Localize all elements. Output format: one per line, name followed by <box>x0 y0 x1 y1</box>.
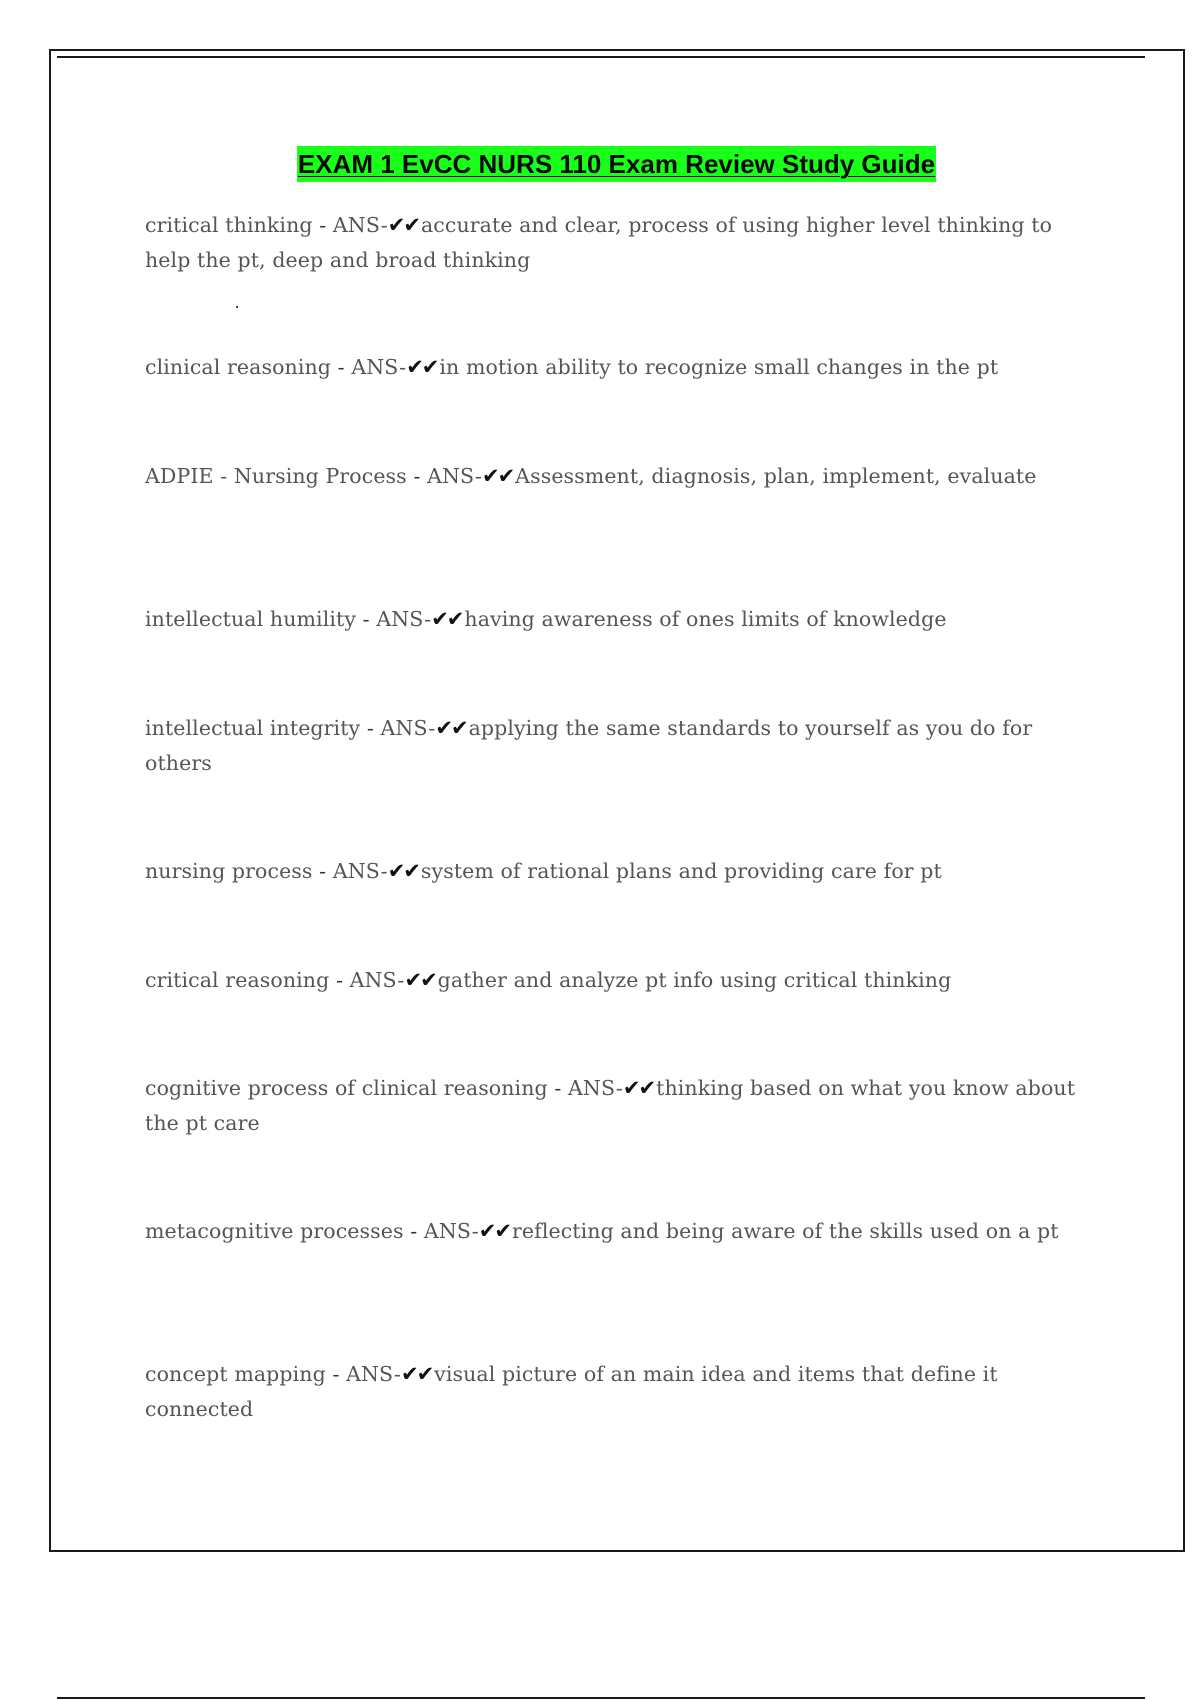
answer-marker: ANS- <box>332 213 388 237</box>
answer-marker: ANS- <box>427 464 482 488</box>
entry-term: intellectual integrity <box>145 716 361 740</box>
entry-metacognitive-processes: metacognitive processes - ANS-✔✔reflecting and being aware of the skills used on a pt <box>145 1219 1059 1243</box>
bottom-rule <box>57 1697 1145 1699</box>
check-icon: ✔✔ <box>478 1219 510 1243</box>
entry-term: clinical reasoning <box>145 355 332 379</box>
entry-nursing-process: nursing process - ANS-✔✔system of rational plans and providing care for pt <box>145 859 942 883</box>
entry-intellectual-integrity: intellectual integrity - ANS-✔✔applying the same standards to yourself as you do for others <box>145 716 1033 775</box>
answer-marker: ANS- <box>346 1362 401 1386</box>
check-icon: ✔✔ <box>387 859 419 883</box>
check-icon: ✔✔ <box>400 1362 433 1386</box>
entry-intellectual-humility: intellectual humility - ANS-✔✔having awareness of ones limits of knowledge <box>145 607 947 631</box>
entry-term: intellectual humility <box>145 607 357 631</box>
answer-marker: ANS- <box>349 968 405 992</box>
top-rule <box>57 56 1145 58</box>
entry-adpie: ADPIE - Nursing Process - ANS-✔✔Assessment, diagnosis, plan, implement, evaluate <box>145 464 1037 488</box>
check-icon: ✔✔ <box>435 716 467 740</box>
answer-marker: ANS- <box>423 1219 479 1243</box>
entry-critical-reasoning: critical reasoning - ANS-✔✔gather and analyze pt info using critical thinking <box>145 968 952 992</box>
document-title: EXAM 1 EvCC NURS 110 Exam Review Study Guide <box>297 146 936 182</box>
title-wrap <box>0 146 1200 182</box>
answer-marker: ANS- <box>376 607 432 631</box>
entry-term: critical reasoning <box>145 968 330 992</box>
answer-marker: ANS- <box>568 1076 623 1100</box>
entry-critical-thinking: critical thinking - ANS-✔✔accurate and clear, process of using higher level thinking to help the pt, deep and broad thinking <box>145 213 1053 272</box>
entry-answer: accurate and clear, process of using higher level thinking to help the pt, deep and broad thinking <box>145 213 1053 272</box>
check-icon: ✔✔ <box>406 355 438 379</box>
entry-answer: reflecting and being aware of the skills used on a pt <box>512 1219 1059 1243</box>
entry-answer: visual picture of an main idea and items that define it connected <box>145 1362 998 1421</box>
entry-cognitive-process: cognitive process of clinical reasoning - ANS-✔✔thinking based on what you know about the pt care <box>145 1076 1076 1135</box>
entry-concept-mapping: concept mapping - ANS-✔✔visual picture of an main idea and items that define it connected <box>145 1362 998 1421</box>
entry-term: critical thinking <box>145 213 313 237</box>
entry-clinical-reasoning: clinical reasoning - ANS-✔✔in motion ability to recognize small changes in the pt <box>145 355 999 379</box>
entry-term: concept mapping <box>145 1362 326 1386</box>
entry-answer: applying the same standards to yourself as you do for others <box>145 716 1033 775</box>
answer-marker: ANS- <box>332 859 388 883</box>
entry-term: metacognitive processes <box>145 1219 404 1243</box>
entry-term: ADPIE - Nursing Process <box>145 464 407 488</box>
check-icon: ✔✔ <box>404 968 436 992</box>
check-icon: ✔✔ <box>431 607 463 631</box>
stray-dot <box>236 306 238 308</box>
entry-answer: Assessment, diagnosis, plan, implement, evaluate <box>515 464 1037 488</box>
answer-marker: ANS- <box>351 355 407 379</box>
entry-answer: having awareness of ones limits of knowledge <box>464 607 947 631</box>
entry-answer: gather and analyze pt info using critical thinking <box>437 968 952 992</box>
entry-answer: in motion ability to recognize small changes in the pt <box>439 355 999 379</box>
entry-answer: system of rational plans and providing care for pt <box>420 859 942 883</box>
check-icon: ✔✔ <box>387 213 419 237</box>
check-icon: ✔✔ <box>622 1076 655 1100</box>
answer-marker: ANS- <box>380 716 436 740</box>
check-icon: ✔✔ <box>481 464 514 488</box>
entry-term: nursing process <box>145 859 313 883</box>
entry-term: cognitive process of clinical reasoning <box>145 1076 548 1100</box>
entry-answer: thinking based on what you know about the pt care <box>145 1076 1076 1135</box>
